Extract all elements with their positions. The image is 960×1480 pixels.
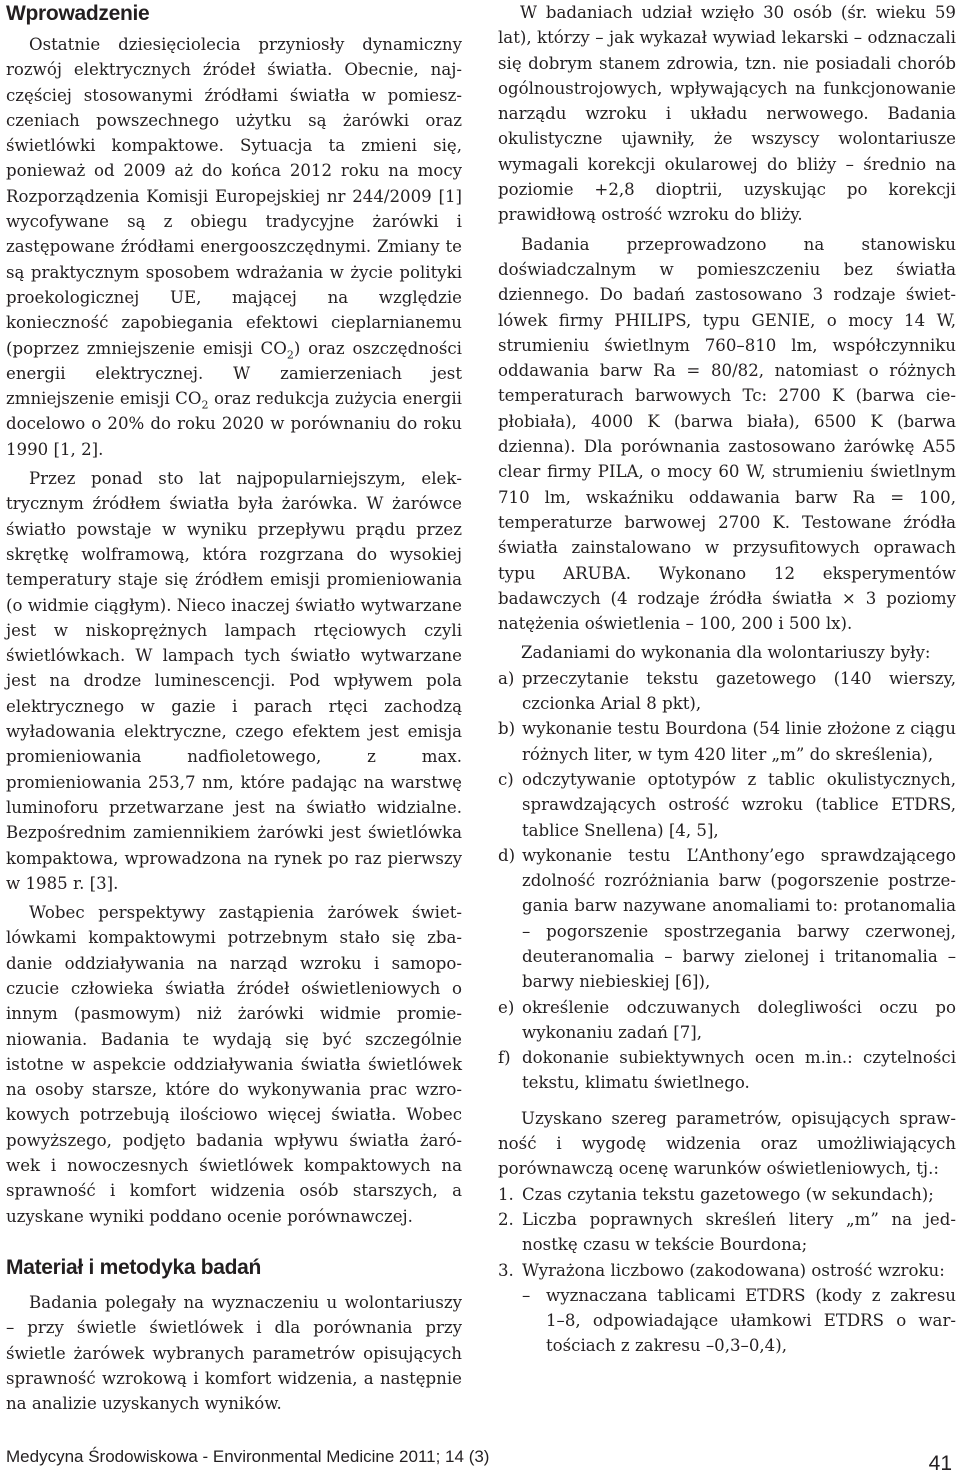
task-list — [498, 666, 956, 1096]
section-heading-methods: Materiał i metodyka badań — [6, 1255, 262, 1279]
list-item: d) wykonanie testu L’Anthony’ego sprawdzającego zdolność rozróżniania barw (pogorszenie postrzegania barw nazywane anomaliami to: protanomalia – pogorszenie spostrzegania barwy czerwonej, deuteranomalia – barwy zielonej i tritanomalia – barwy niebieskiej [6]), — [498, 845, 956, 992]
list-item: f) dokonanie subiektywnych ocen m.in.: czytelności tekstu, klimatu świetlnego. — [498, 1048, 956, 1093]
subscript: 2 — [286, 347, 294, 361]
list-item: 3. Wyrażona liczbowo (zakodowana) ostrość wzroku: — [498, 1260, 945, 1280]
paragraph: W badaniach udział wzięło 30 osób (śr. wieku 59 lat), którzy – jak wykazał wywiad lekarski – odznaczali się dobrym stanem zdrowia, tzn. nie posiadali chorób ogólnoustrojowych, wpływających na funkcjonowanie narządu wzroku i układu nerwowego. Badania okulistyczne ujawniły, że wszyscy wolontariusze wymagali korekcji okularowej do bliży – średnio na poziomie +2,8 dioptrii, uzyskując po korekcji prawidłową ostrość wzroku do bliży. — [498, 3, 956, 225]
paragraph: Ostatnie dziesięciolecia przyniosły dynamiczny rozwój elektrycznych źródeł światła. Obecnie, najczęściej stosowanymi źródłami światła w pomieszczeniach powszechnego użytku są żarówki oraz świetlówki kompaktowe. Sytuacja ta zmieni się, ponieważ od 2009 aż do końca 2012 roku na mocy Rozporządzenia Komisji Europejskiej nr 244/2009 [1] wycofywane są z obiegu tradycyjne żarówki i zastępowane źródłami energooszczędnymi. Zmiany te są praktycznym sposobem wdrażania w życie polityki proekologicznej UE, mającej na względzie konieczność zapobiegania efektowi cieplarnianemu (poprzez zmniejszenie emisji $CO_2$) oraz oszczędności energii elektrycznej. W zamierzeniach jest zmniejszenie emisji $CO_2$ oraz redukcja zużycia energii docelowo o 20% do roku 2020 w porównaniu do roku 1990 [1, 2]. — [6, 35, 462, 459]
list-item: a) przeczytanie tekstu gazetowego (140 wierszy, czcionka Arial 8 pkt), — [498, 668, 956, 714]
sub-list — [498, 1283, 956, 1359]
parameter-list — [498, 1182, 956, 1283]
right-column — [498, 0, 956, 1359]
paragraph: Zadaniami do wykonania dla wolontariuszy były: — [521, 643, 931, 663]
page-number: 41 — [928, 1452, 952, 1475]
list-item: 1. Czas czytania tekstu gazetowego (w sekundach); — [498, 1184, 934, 1204]
list-item: b) wykonanie testu Bourdona (54 linie złożone z ciągu różnych liter, w tym 420 liter „m” do skreślenia), — [498, 719, 956, 764]
subscript: 2 — [201, 398, 209, 412]
list-item: 2. Liczba poprawnych skreśleń litery „m” na jednostkę czasu w tekście Bourdona; — [498, 1209, 956, 1255]
paragraph: Uzyskano szereg parametrów, opisujących sprawność i wygodę widzenia oraz umożliwiających porównawczą ocenę warunków oświetleniowych, tj.: — [498, 1108, 956, 1179]
list-item: c) odczytywanie optotypów z tablic okulistycznych, sprawdzających ostrość wzroku (tablice ETDRS, tablice Snellena) [4, 5], — [498, 769, 956, 840]
list-item: – wyznaczana tablicami ETDRS (kody z zakresu 1–8, odpowiadające ułamkowi ETDRS o wartościach z zakresu –0,3–0,4), — [522, 1285, 956, 1356]
section-heading-introduction: Wprowadzenie — [6, 2, 150, 25]
left-column — [6, 0, 462, 1416]
list-item: e) określenie odczuwanych dolegliwości oczu po wykonaniu zadań [7], — [498, 997, 956, 1042]
journal-footer: Medycyna Środowiskowa - Environmental Medicine 2011; 14 (3) — [6, 1447, 490, 1466]
paragraph: Wobec perspektywy zastąpienia żarówek świetlówkami kompaktowymi potrzebnym stało się zbadanie oddziaływania na narząd wzroku i samopoczucie człowieka światła źródeł oświetleniowych o innym (pasmowym) niż żarówki widmie promieniowania. Badania te wydają się być szczególnie istotne w aspekcie oddziaływania światła świetlówek na osoby starsze, które do wykonywania prac wzrokowych potrzebują ilościowo więcej światła. Wobec powyższego, podjęto badania wpływu światła żarówek i nowoczesnych świetlówek kompaktowych na sprawność i komfort widzenia osób starszych, a uzyskane wyniki poddano ocenie porównawczej. — [6, 903, 462, 1226]
paragraph: Badania polegały na wyznaczeniu u wolontariuszy – przy świetle świetlówek i dla porównania przy świetle żarówek wybranych parametrów opisujących sprawność wzrokową i komfort widzenia, a następnie na analizie uzyskanych wyników. — [6, 1292, 462, 1414]
paragraph: Przez ponad sto lat najpopularniejszym, elektrycznym źródłem światła była żarówka. W żarówce światło powstaje w wyniku przepływu prądu przez skrętkę wolframową, która rozgrzana do wysokiej temperatury staje się źródłem emisji promieniowania (o widmie ciągłym). Nieco inaczej światło wytwarzane jest w niskoprężnych lampach rtęciowych czyli świetlówkach. W lampach tych światło wytwarzane jest na drodze luminescencji. Pod wpływem pola elektrycznego w gazie i parach rtęci zachodzą wyładowania elektryczne, czego efektem jest emisja promieniowania nadfioletowego, z max. promieniowania 253,7 nm, które padając na warstwę luminoforu przetwarzane jest na światło widzialne. Bezpośrednim zamiennikiem żarówki jest świetlówka kompaktowa, wprowadzona na rynek po raz pierwszy w 1985 r. [3]. — [6, 469, 462, 893]
paragraph: Badania przeprowadzono na stanowisku doświadczalnym w pomieszczeniu bez światła dziennego. Do badań zastosowano 3 rodzaje świetlówek firmy PHILIPS, typu GENIE, o mocy 14 W, strumieniu świetlnym 760–810 lm, współczynniku oddawania barw Ra = 80/82, natomiast o różnych temperaturach barwowych Tc: 2700 K (barwa ciepłobiała), 4000 K (barwa biała), 6500 K (barwa dzienna). Dla porównania zastosowano żarówkę A55 clear firmy PILA, o mocy 60 W, strumieniu świetlnym 710 lm, wskaźniku oddawania barw Ra = 100, temperaturze barwowej 2700 K. Testowane źródła światła zainstalowano w przysufitowych oprawach typu ARUBA. Wykonano 12 eksperymentów badawczych (4 rodzaje źródła światła × 3 poziomy natężenia oświetlenia – 100, 200 i 500 lx). — [498, 234, 956, 634]
